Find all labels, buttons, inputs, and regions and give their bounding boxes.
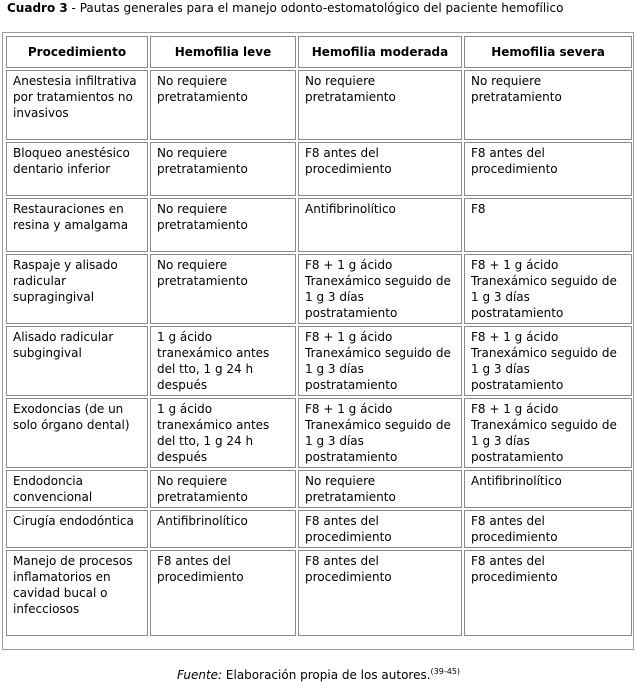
table-row: [6, 142, 632, 196]
cell-moderada: No requiere pretratamiento: [298, 70, 462, 140]
table-row: [6, 254, 632, 324]
cell-severa: F8 antes del procedimiento: [464, 142, 632, 196]
cell-moderada: F8 antes del procedimiento: [298, 510, 462, 548]
table-row: [6, 398, 632, 468]
cell-procedimiento: Exodoncias (de un solo órgano dental): [6, 398, 148, 468]
cell-moderada: F8 + 1 g ácido Tranexámico seguido de 1 g 3 días postratamiento: [298, 326, 462, 396]
header-hemofilia-leve: Hemofilia leve: [150, 36, 296, 68]
cell-moderada: No requiere pretratamiento: [298, 470, 462, 508]
cell-leve: No requiere pretratamiento: [150, 198, 296, 252]
cell-severa: F8 + 1 g ácido Tranexámico seguido de 1 g 3 días postratamiento: [464, 326, 632, 396]
source-text: Elaboración propia de los autores.: [222, 668, 431, 682]
source-label: Fuente:: [176, 668, 223, 682]
table-row: [6, 470, 632, 508]
cell-leve: No requiere pretratamiento: [150, 70, 296, 140]
cell-procedimiento: Anestesia infiltrativa por tratamientos no invasivos: [6, 70, 148, 140]
table-row: [6, 198, 632, 252]
header-hemofilia-severa: Hemofilia severa: [464, 36, 632, 68]
cell-severa: F8 antes del procedimiento: [464, 550, 632, 636]
caption-label: Cuadro 3: [7, 1, 68, 15]
cell-procedimiento: Cirugía endodóntica: [6, 510, 148, 548]
cell-leve: 1 g ácido tranexámico antes del tto, 1 g 24 h después: [150, 398, 296, 468]
cell-moderada: Antifibrinolítico: [298, 198, 462, 252]
header-hemofilia-moderada: Hemofilia moderada: [298, 36, 462, 68]
table-row: [6, 70, 632, 140]
cell-procedimiento: Bloqueo anestésico dentario inferior: [6, 142, 148, 196]
cell-moderada: F8 + 1 g ácido Tranexámico seguido de 1 g 3 días postratamiento: [298, 398, 462, 468]
cell-moderada: F8 antes del procedimiento: [298, 550, 462, 636]
cell-severa: F8 + 1 g ácido Tranexámico seguido de 1 g 3 días postratamiento: [464, 254, 632, 324]
cell-procedimiento: Manejo de procesos inflamatorios en cavidad bucal o infecciosos: [6, 550, 148, 636]
table-frame: [2, 32, 634, 650]
treatment-guidelines-table: [4, 34, 634, 638]
cell-severa: No requiere pretratamiento: [464, 70, 632, 140]
cell-leve: No requiere pretratamiento: [150, 142, 296, 196]
cell-severa: Antifibrinolítico: [464, 470, 632, 508]
table-caption: [7, 0, 563, 16]
source-reference: (39-45): [430, 667, 461, 676]
cell-procedimiento: Restauraciones en resina y amalgama: [6, 198, 148, 252]
cell-severa: F8 antes del procedimiento: [464, 510, 632, 548]
source-note: [0, 667, 637, 683]
caption-title: Pautas generales para el manejo odonto-estomatológico del paciente hemofílico: [79, 1, 564, 15]
cell-severa: F8: [464, 198, 632, 252]
cell-leve: 1 g ácido tranexámico antes del tto, 1 g 24 h después: [150, 326, 296, 396]
cell-moderada: F8 antes del procedimiento: [298, 142, 462, 196]
cell-procedimiento: Raspaje y alisado radicular supragingival: [6, 254, 148, 324]
cell-severa: F8 + 1 g ácido Tranexámico seguido de 1 g 3 días postratamiento: [464, 398, 632, 468]
cell-leve: No requiere pretratamiento: [150, 470, 296, 508]
table-row: [6, 510, 632, 548]
caption-separator: -: [67, 1, 80, 15]
cell-moderada: F8 + 1 g ácido Tranexámico seguido de 1 g 3 días postratamiento: [298, 254, 462, 324]
header-row: [6, 36, 632, 68]
cell-leve: No requiere pretratamiento: [150, 254, 296, 324]
cell-procedimiento: Alisado radicular subgingival: [6, 326, 148, 396]
table-row: [6, 550, 632, 636]
header-procedimiento: Procedimiento: [6, 36, 148, 68]
cell-leve: Antifibrinolítico: [150, 510, 296, 548]
cell-procedimiento: Endodoncia convencional: [6, 470, 148, 508]
cell-leve: F8 antes del procedimiento: [150, 550, 296, 636]
table-row: [6, 326, 632, 396]
